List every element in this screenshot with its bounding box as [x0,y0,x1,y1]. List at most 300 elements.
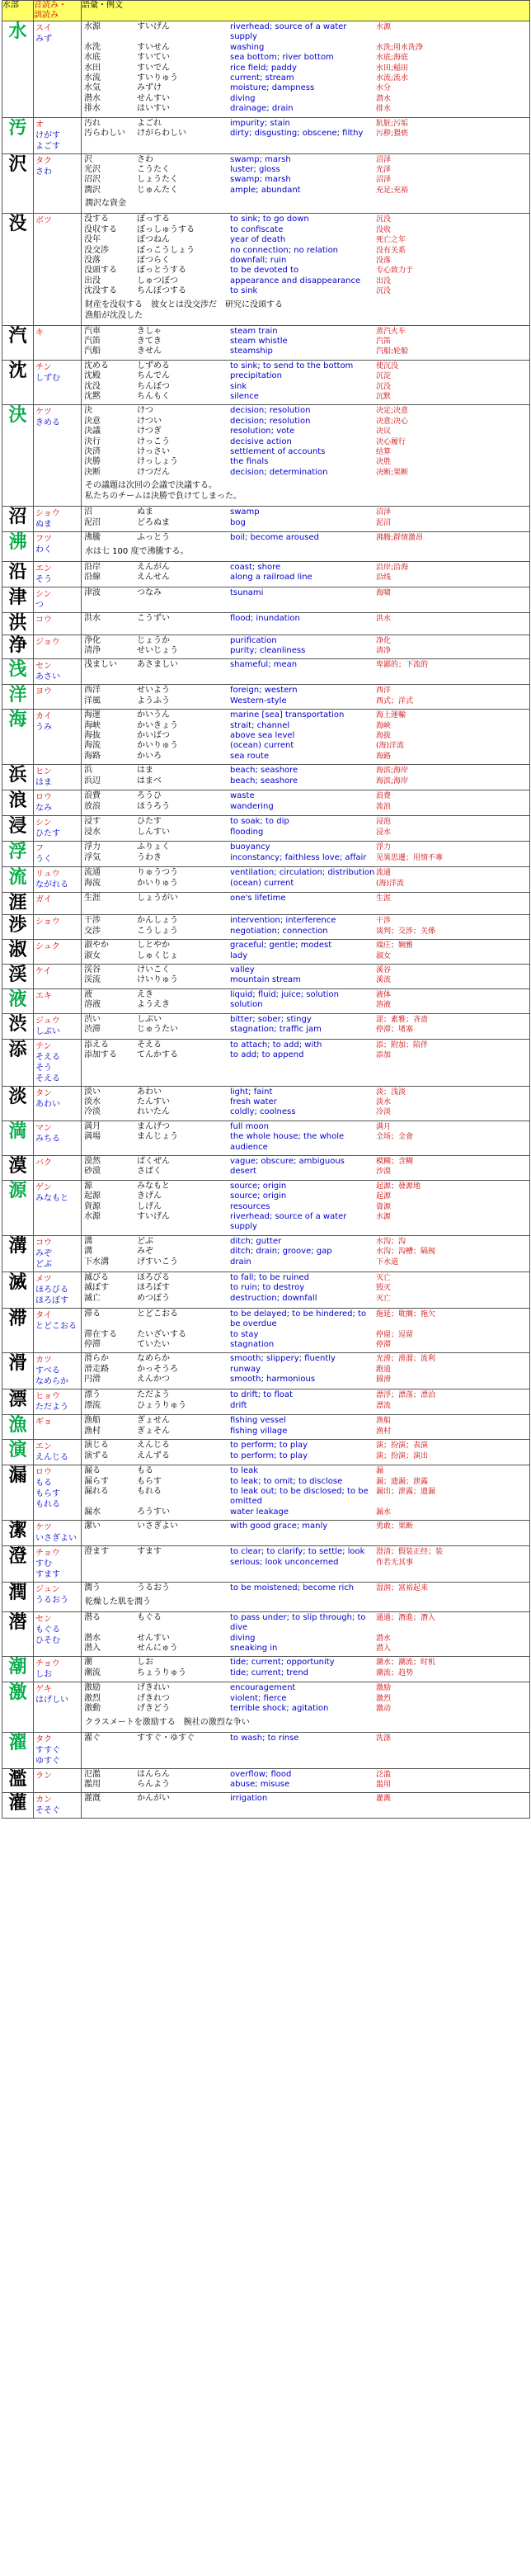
word-chinese: 水流;流水 [376,74,409,83]
words-cell [82,1768,530,1793]
word-reading: けつい [137,416,162,426]
word-chinese: 浸水 [376,828,392,837]
word-line [82,1330,529,1340]
kun-reading: つ [35,600,44,610]
word-line [82,1522,529,1531]
word-reading: はま [137,766,153,776]
word: 決済 [84,447,101,456]
word-reading: きしゃ [137,326,162,336]
reading-cell [34,1546,82,1583]
word-reading: ちんでん [137,371,170,381]
word-reading: せんすい [137,1633,170,1643]
word-chinese: 潮水；潮流；时机 [376,1658,436,1668]
on-reading: ショウ [35,918,60,927]
word-reading: しょうがい [137,894,178,903]
words-cell [82,1583,530,1611]
word-line [82,165,529,175]
word-reading: えんかつ [137,1375,170,1385]
word-reading: せいよう [137,686,170,696]
word-chinese: 涩；素雅；吝啬 [376,1015,429,1024]
words-cell [82,117,530,153]
word-reading: げきれい [137,1683,170,1693]
word: 滅びる [84,1272,109,1282]
word: 潜入 [84,1643,101,1653]
kanji-cell: 液 [2,988,34,1013]
words-cell [82,1657,530,1682]
word-reading: まんじょう [137,1132,178,1142]
reading-cell [34,360,82,405]
word-line [82,1202,529,1212]
on-reading: ボツ [35,216,52,226]
word-meaning: riverhead; source of a water supply [230,22,347,42]
word-meaning: desert [230,1167,256,1177]
word-line [82,752,529,762]
word-line [82,894,529,903]
kanji-cell: 漠 [2,1155,34,1180]
words-cell [82,1440,530,1465]
table-row [2,816,530,842]
table-row [2,893,530,915]
word-line [82,53,529,63]
word-line [82,468,529,478]
kun-reading: みちる [35,1134,60,1144]
word-line [82,1050,529,1060]
word: 溶液 [84,1000,101,1010]
word-meaning: stagnation [230,1340,275,1350]
word-reading: ひょうりゅう [137,1400,186,1410]
word-meaning: to be delayed; to be hindered; to be overdue [230,1309,367,1329]
word-chinese: 浸泡 [376,818,392,827]
word-chinese: 汽船;轮船 [376,347,409,356]
word: 漏る [84,1466,101,1476]
word-meaning: appearance and disappearance [230,276,361,285]
kun-reading: すすぐ ゆすぐ [35,1745,61,1766]
word-line [82,256,529,266]
word-reading: あわい [137,1087,162,1097]
table-row [2,153,530,214]
word-chinese: 演；扮演；演出 [376,1451,429,1460]
example-sentence: 乾燥した肌を潤う [85,1597,151,1606]
reading-cell [34,1013,82,1039]
kun-reading: いさぎよい [35,1534,77,1544]
word-line [82,22,529,43]
on-reading: チョウ [35,1549,60,1559]
word-reading: げきどう [137,1704,170,1714]
word-meaning: to pass under; to slip through; to dive [230,1612,366,1633]
word-chinese: 排水 [376,105,392,114]
word: 潜水 [84,1633,101,1643]
reading-cell [34,635,82,659]
word-meaning: to clear; to clarify; to settle; look serious; look unconcerned [230,1547,365,1567]
word-chinese: 决定;决意 [376,407,409,416]
word-line [82,64,529,73]
word-meaning: decisive action [230,436,292,446]
word-chinese: 潜入 [376,1644,392,1653]
kanji-cell: 浄 [2,635,34,659]
table-row [2,1353,530,1389]
word-meaning: along a railroad line [230,573,312,583]
kanji-cell: 滑 [2,1353,34,1389]
word-line [82,457,529,467]
word-chinese: 水沟；沟 [376,1237,406,1246]
reading-cell [34,1583,82,1611]
reading-cell [34,842,82,867]
word-chinese: 西式；洋式 [376,696,414,705]
word-chinese: 溪流 [376,976,392,985]
word-meaning: dirty; disgusting; obscene; filthy [230,129,364,139]
word-meaning: impurity; stain [230,118,290,128]
word-reading: ほろぼす [137,1283,170,1293]
word-line [82,129,529,139]
word-line [82,965,529,975]
kanji-cell: 決 [2,405,34,507]
table-body [2,21,530,1819]
kun-reading: わく [35,545,52,555]
word-line [82,43,529,53]
word: 水底 [84,53,101,63]
word-chinese: 漏；遗漏；泄露 [376,1477,429,1486]
word-reading: らんよう [137,1779,170,1789]
word-chinese: 冷淡 [376,1108,392,1117]
kanji-cell: 潔 [2,1521,34,1546]
word-meaning: year of death [230,235,286,245]
word-reading: かんしょう [137,916,178,926]
header-row [2,1,530,21]
word-reading: なめらか [137,1354,170,1364]
kanji-vocabulary-table [2,0,530,1819]
word: 淑女 [84,951,101,960]
on-reading: タイ [35,1310,52,1320]
words-cell [82,1521,530,1546]
word: 滞る [84,1309,101,1319]
table-row [2,561,530,587]
word-line [82,286,529,296]
word-chinese: 泛滥 [376,1770,392,1779]
word: 砂漠 [84,1167,101,1177]
word-meaning: beach; seashore [230,776,298,786]
word-line [82,1668,529,1678]
header-reading: 音読み・ 訓読み [34,1,82,21]
on-reading: マン [35,1123,52,1133]
word-chinese: 淡水 [376,1097,392,1106]
word: 汚らわしい [84,129,125,139]
word-reading: うるおう [137,1583,170,1593]
word-chinese: 漏出；泄露；遗漏 [376,1488,436,1497]
word-line [82,563,529,573]
word-reading: もれる [137,1487,162,1497]
word-line [82,361,529,371]
word: 淡水 [84,1097,101,1106]
word: 滑走路 [84,1364,109,1374]
word-reading: ちょうりゅう [137,1668,186,1677]
words-cell [82,964,530,988]
word: 汽船 [84,347,101,356]
reading-cell [34,1180,82,1235]
word-line [82,225,529,235]
word-meaning: moisture; dampness [230,83,315,93]
word-line [82,1273,529,1283]
kanji-cell: 浪 [2,790,34,816]
word-reading: えんがん [137,562,170,572]
word-meaning: to leak out; to be disclosed; to be omitted [230,1487,369,1507]
on-reading: ケツ [35,1523,52,1533]
word-meaning: flood; inundation [230,613,300,623]
word-meaning: beach; seashore [230,766,298,776]
word-line [82,1390,529,1400]
word: 満月 [84,1121,101,1131]
word-line [82,447,529,457]
word-line [82,927,529,937]
word-meaning: source; origin [230,1191,287,1201]
word-reading: けがらわしい [137,129,186,139]
word-line [82,1087,529,1097]
word-meaning: abuse; misuse [230,1779,290,1789]
word-meaning: diving [230,1633,256,1643]
on-reading: タク [35,1734,52,1744]
word: 浸す [84,817,101,827]
word: 激励 [84,1683,101,1693]
on-reading: カツ [35,1356,52,1366]
kanji-cell: 潜 [2,1611,34,1657]
word: 交渉 [84,926,101,936]
word: 源 [84,1181,92,1191]
word-reading: じゅうたい [137,1024,178,1034]
word-line [82,776,529,786]
word-reading: ぼっする [137,215,170,224]
word-line [82,392,529,402]
word-chinese: 污秽;猥亵 [376,130,409,139]
reading-cell [34,964,82,988]
word-chinese: 海拔 [376,732,392,741]
reading-cell [34,685,82,710]
words-cell [82,1180,530,1235]
word-chinese: 灭亡 [376,1273,392,1282]
word: 潮流 [84,1668,101,1677]
word-chinese: 谈判；交涉；关係 [376,927,436,936]
word-chinese: 下水道 [376,1257,399,1267]
kun-reading: しお [35,1670,52,1680]
word-chinese: 資源 [376,1202,392,1211]
word: 浪費 [84,791,101,801]
word-meaning: Western-style [230,696,287,705]
reading-cell [34,1235,82,1271]
word: 滞在する [84,1329,117,1339]
on-reading: ゲキ [35,1685,52,1695]
word-reading: きてき [137,336,162,346]
word-line [82,382,529,392]
word-chinese: 流通 [376,869,392,878]
word: 満場 [84,1132,101,1142]
word-reading: かんがい [137,1794,170,1804]
word-meaning: decision; resolution [230,406,311,416]
table-row [2,1682,530,1732]
word-meaning: sea bottom; river bottom [230,53,334,63]
word: 漏れる [84,1487,109,1497]
words-cell [82,1121,530,1155]
table-row [2,1155,530,1180]
word-chinese: 浪费 [376,792,392,801]
word: 決行 [84,436,101,446]
word-line [82,1132,529,1153]
word: 水田 [84,63,101,73]
word-meaning: to perform; to play [230,1451,308,1460]
word: 停滞 [84,1340,101,1350]
word: 濯ぐ [84,1733,101,1743]
table-row [2,1415,530,1440]
word-reading: うわき [137,852,162,862]
word-line [82,73,529,83]
word: 激動 [84,1704,101,1714]
kun-reading: うるおう [35,1596,68,1606]
word-meaning: to stay [230,1329,259,1339]
reading-cell [34,1657,82,1682]
words-cell [82,532,530,561]
kun-reading: ながれる [35,880,68,890]
table-row [2,1611,530,1657]
word: 下水溝 [84,1257,109,1267]
word-chinese: 激动 [376,1705,392,1714]
word-line [82,1683,529,1693]
kanji-cell: 沢 [2,153,34,214]
word: 添える [84,1040,109,1050]
word: 生涯 [84,894,101,903]
kanji-cell: 流 [2,867,34,893]
words-cell [82,1732,530,1768]
word: 水洗 [84,42,101,52]
word-line [82,246,529,256]
word-meaning: downfall; ruin [230,255,287,265]
reading-cell [34,915,82,940]
word: 沿線 [84,573,101,583]
word-chinese: 添；附加；陪伴 [376,1040,429,1050]
word: 渋い [84,1014,101,1024]
words-cell [82,893,530,915]
word-line [82,1507,529,1517]
word-line [82,1658,529,1668]
table-row [2,710,530,765]
word-line [82,916,529,926]
on-reading: カイ [35,712,52,722]
kanji-cell: 渉 [2,915,34,940]
word: 浸水 [84,827,101,837]
word-reading: しょうたく [137,175,178,185]
word-meaning: current; stream [230,73,294,83]
word-reading: ぼつらく [137,255,170,265]
kun-reading: さわ [35,167,52,177]
kun-reading: きめる [35,418,60,428]
word-line [82,1122,529,1132]
word-chinese: 起源 [376,1192,392,1201]
word-chinese: 海上運輸 [376,711,406,720]
word-line [82,1237,529,1247]
table-row [2,587,530,612]
word-meaning: buoyancy [230,842,270,852]
reading-cell [34,587,82,612]
word-line [82,1354,529,1364]
word-meaning: to fall; to be ruined [230,1272,309,1282]
words-cell [82,1155,530,1180]
word-meaning: to wash; to rinse [230,1733,299,1743]
word-chinese: (海)洋流 [376,879,405,888]
reading-cell [34,1039,82,1086]
word: 汽車 [84,326,101,336]
words-cell [82,214,530,325]
word-reading: りゅうつう [137,868,178,878]
table-row [2,964,530,988]
word-chinese: 圆滑 [376,1375,392,1385]
reading-cell [34,325,82,360]
kun-reading: はげしい [35,1696,68,1706]
word-line [82,721,529,731]
table-row [2,1121,530,1155]
word: 濫用 [84,1779,101,1789]
word-chinese: 水田;稲田 [376,64,409,73]
word-meaning: source; origin [230,1181,287,1191]
word-line [82,1427,529,1437]
kun-reading: もぐる ひそむ [35,1625,60,1645]
word-chinese: 潜水 [376,94,392,103]
word-reading: れいたん [137,1107,170,1117]
word-reading: いさぎよい [137,1522,178,1531]
word: 没年 [84,235,101,245]
word-reading: ぼつねん [137,235,170,245]
reading-cell [34,1440,82,1465]
word-reading: きせん [137,347,162,356]
kun-reading: すべる なめらか [35,1366,68,1387]
word-meaning: resolution; vote [230,427,295,436]
word-line [82,1309,529,1330]
word-line [82,1025,529,1035]
on-reading: エン [35,1442,52,1452]
word-reading: みぞ [137,1247,153,1257]
kanji-cell: 漏 [2,1465,34,1521]
on-reading: ガイ [35,895,52,905]
word-meaning: the finals [230,457,269,467]
word-meaning: flooding [230,827,264,837]
word-chinese: 漏水 [376,1507,392,1517]
word-chinese: 激励 [376,1684,392,1693]
example-sentence: 財産を没収する 彼女とは没交渉だ 研究に没頭する 漁船が沈没した [85,300,283,320]
words-cell [82,153,530,214]
word-meaning: to sink; to send to the bottom [230,361,354,370]
word-meaning: smooth; slippery; fluently [230,1354,336,1364]
word-line [82,731,529,741]
word-line [82,507,529,517]
word-reading: しんすい [137,827,170,837]
on-reading: チン [35,362,52,372]
word-reading: ほうろう [137,801,170,811]
word-reading: ろうすい [137,1507,170,1517]
word-meaning: fishing village [230,1426,288,1436]
word-chinese: 渔船 [376,1417,392,1426]
word-chinese: 拖延；耽搁；拖欠 [376,1309,436,1319]
table-row [2,360,530,405]
word-reading: せんすい [137,93,170,103]
word: 激烈 [84,1693,101,1703]
word: 水源 [84,1212,101,1221]
kun-reading: あわい [35,1099,60,1109]
word-meaning: lady [230,951,248,960]
table-row [2,1583,530,1611]
word-chinese: 勇敢；果断 [376,1522,414,1531]
word-line [82,828,529,837]
word-meaning: to ruin; to destroy [230,1283,305,1293]
word-reading: すいげん [137,22,170,31]
word: 浮力 [84,842,101,852]
word-meaning: no connection; no relation [230,245,339,255]
word-line [82,337,529,347]
word-chinese: 漂流 [376,1401,392,1410]
